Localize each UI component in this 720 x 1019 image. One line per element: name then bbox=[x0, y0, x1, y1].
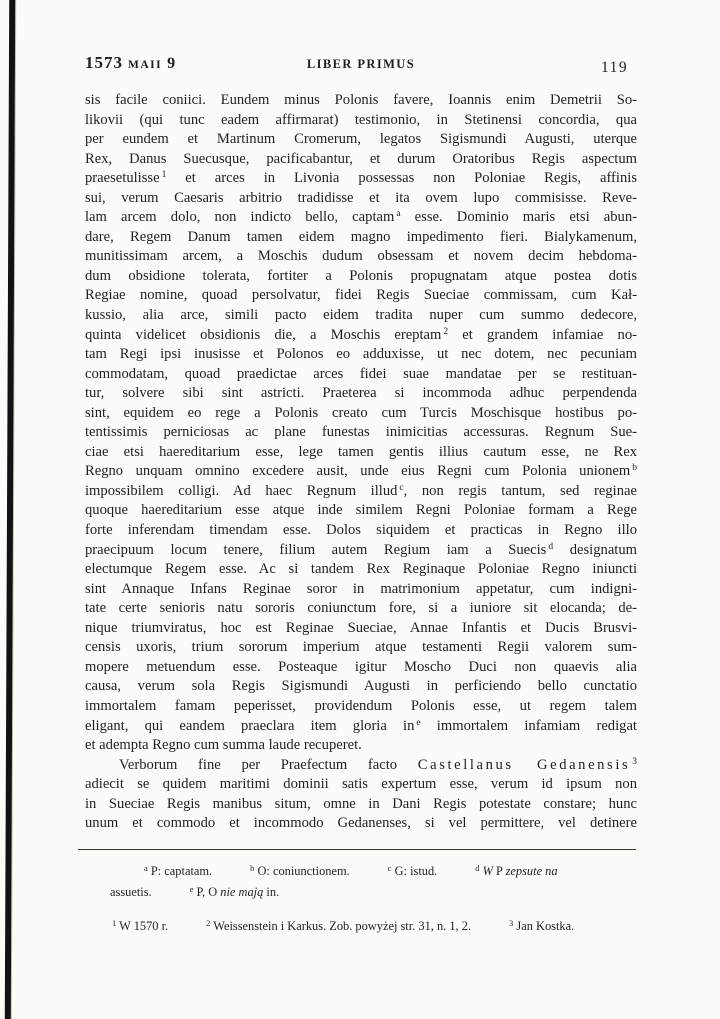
text-line bbox=[85, 736, 637, 756]
text-segment: likovii (qui tunc eadem affirmarat) testimonio, in Stetinensi concordia, qua bbox=[85, 111, 637, 128]
text-line bbox=[85, 521, 637, 541]
text-line bbox=[85, 150, 637, 170]
text-line bbox=[85, 111, 637, 131]
footnote-marker: c bbox=[399, 482, 404, 493]
text-segment: G: istud. bbox=[391, 864, 438, 878]
text-segment: mopere metuendum esse. Posteaque igitur Moscho Duci non quaevis alia bbox=[85, 658, 637, 675]
text-segment: causa, verum sola Regis Sigismundi Augusti in perficiendo bello cunctatio bbox=[85, 678, 637, 695]
text-line bbox=[85, 91, 637, 111]
text-segment: et arces in Livonia possessas non Poloniae Regis, affinis bbox=[166, 170, 637, 187]
text-line bbox=[85, 169, 637, 189]
footnotes-numeric bbox=[85, 916, 637, 936]
text-line bbox=[85, 599, 637, 619]
text-line bbox=[85, 658, 637, 678]
text-segment: tentissimis perniciosas ac plane funestas inimicitias accessuras. Regnum Sue- bbox=[85, 424, 637, 441]
text-line bbox=[85, 697, 637, 717]
text-segment: unum et commodo et incommodo Gedanenses, si vel permittere, vel detinere bbox=[85, 815, 637, 832]
footnote-separator-rule bbox=[78, 849, 636, 850]
text-line bbox=[85, 189, 637, 209]
footnote-marker: e bbox=[189, 883, 194, 894]
text-line bbox=[85, 365, 637, 385]
text-segment: nique triumviratus, hoc est Reginae Sueciae, Annae Infantis et Ducis Brusvi- bbox=[85, 619, 637, 636]
text-segment: munitissimam arcem, a Moschis dudum obsessam et novem decim hebdoma- bbox=[85, 248, 637, 265]
text-line bbox=[85, 882, 637, 903]
text-segment: P bbox=[492, 864, 506, 878]
text-line bbox=[85, 541, 637, 561]
text-line bbox=[85, 228, 637, 248]
text-segment: adiecit se quidem maritimi dominii satis expertum esse, verum id ipsum non bbox=[85, 776, 637, 793]
text-segment: Regno unquam omnino excedere ausit, unde eius Regni cum Polonia unionem bbox=[85, 463, 631, 480]
footnote-marker: d bbox=[475, 863, 480, 873]
footnote-marker: a bbox=[396, 209, 401, 220]
text-segment: dare, Regem Danum tamen eidem magno impedimento fieri. Bialykamenum, bbox=[85, 228, 637, 245]
text-segment: sis facile coniici. Eundem minus Polonis favere, Ioannis enim Demetrii So- bbox=[85, 92, 637, 108]
page-number: 119 bbox=[601, 59, 629, 76]
text-line bbox=[85, 326, 637, 346]
text-segment: Regiae nomine, quoad persolvatur, fidei Regis Sueciae commissam, cum Kał- bbox=[85, 287, 637, 304]
text-segment: W bbox=[482, 864, 493, 878]
footnote-marker: d bbox=[548, 541, 554, 552]
text-line bbox=[85, 345, 637, 365]
text-segment: per eundem et Martinum Cromerum, legatos Sigismundi Augusti, uterque bbox=[85, 131, 637, 148]
text-line bbox=[85, 130, 637, 150]
text-segment: , non regis tantum, sed reginae bbox=[403, 482, 637, 499]
text-line bbox=[85, 501, 637, 521]
text-segment: et adempta Regno cum summa laude recuperet. bbox=[85, 737, 362, 754]
text-segment: esse. Dominio maris etsi abun- bbox=[400, 209, 637, 226]
text-segment: dum obsidione tolerata, fortiter a Polonis propugnatam atque postea dotis bbox=[85, 267, 637, 284]
text-segment: et grandem infamiae no- bbox=[448, 326, 638, 343]
text-segment: censis uxoris, trium sororum imperium atque testamenti Regii valorem sum- bbox=[85, 639, 637, 656]
text-line bbox=[85, 861, 637, 882]
footnote-marker: e bbox=[416, 717, 421, 728]
text-line bbox=[85, 482, 637, 502]
text-segment: ciae etsi haereditarium esse, lege tamen gentis illius cautum esse, ne Rex bbox=[85, 443, 637, 460]
text-segment: Jan Kostka. bbox=[513, 919, 575, 933]
text-segment: Rex, Danus Suecusque, pacificabantur, et durum Oratoribus Regis aspectum bbox=[85, 150, 637, 167]
text-line bbox=[85, 267, 637, 287]
text-segment: quoque haereditarium esse atque inde similem Regni Poloniae formam a Rege bbox=[85, 502, 637, 519]
text-segment: tate certe senioris natu sororis coniunctum fore, si a iuniore sit elocanda; de- bbox=[85, 600, 637, 617]
text-segment: praecipuum locum tenere, filium autem Regium iam a Suecis bbox=[85, 541, 547, 558]
text-line bbox=[85, 756, 637, 776]
running-head-title: LIBER PRIMUS bbox=[306, 57, 416, 71]
text-line bbox=[85, 638, 637, 658]
text-segment: quinta videlicet obsidionis die, a Moschis ereptam bbox=[85, 326, 442, 343]
text-segment: commodatam, quoad praedictae arces fidei suae mandatae per se restituan- bbox=[85, 365, 637, 382]
footnotes-variant-readings bbox=[85, 861, 637, 902]
text-segment: lam arcem dolo, non indicto bello, captam bbox=[85, 209, 395, 226]
text-line bbox=[85, 443, 637, 463]
text-line bbox=[85, 775, 637, 795]
text-segment: sint, equidem eo rege a Polonis creato cum Turcis Moschisque hostibus po- bbox=[85, 404, 637, 421]
text-segment: tur, solvere sibi sint astricti. Praeterea si incommoda adhuc perpendenda bbox=[85, 385, 637, 402]
text-line bbox=[85, 423, 637, 443]
date-month: MAII bbox=[128, 59, 163, 71]
footnote-marker: 1 bbox=[112, 918, 117, 928]
footnote-marker: c bbox=[387, 863, 392, 873]
text-line bbox=[85, 560, 637, 580]
text-segment: O: coniunctionem. bbox=[254, 864, 350, 878]
text-line bbox=[85, 208, 637, 228]
footnote-marker: 3 bbox=[509, 918, 514, 928]
text-segment: sui, verum Caesaris arbitrio tradidisse et ita ovem lupo commisisse. Reve- bbox=[85, 189, 637, 206]
text-segment: Verborum fine per Praefectum facto bbox=[119, 756, 418, 773]
text-line bbox=[85, 916, 637, 936]
footnote-marker: 1 bbox=[161, 170, 167, 181]
text-line bbox=[85, 580, 637, 600]
text-line bbox=[85, 404, 637, 424]
text-segment: assuetis. bbox=[110, 884, 152, 899]
footnote-marker: 3 bbox=[632, 756, 638, 767]
text-line bbox=[85, 384, 637, 404]
body-text bbox=[85, 91, 637, 834]
text-segment: P: captatam. bbox=[147, 864, 213, 878]
footnote-marker: a bbox=[144, 863, 148, 873]
text-line bbox=[85, 247, 637, 267]
date-day: 9 bbox=[167, 55, 176, 72]
text-segment: designatum bbox=[553, 541, 637, 558]
text-segment: praesetulisse bbox=[85, 170, 160, 187]
text-segment: immortalem famam peperisset, providendum Polonis esse, ut regem talem bbox=[85, 697, 637, 714]
text-segment: sint Annaque Infans Reginae soror in matrimonium appetatur, cum indigni- bbox=[85, 580, 637, 597]
text-segment: immortalem infamiam redigat bbox=[420, 717, 637, 734]
text-segment: tam Regi ipsi inusisse et Polonos eo adduxisse, ut nec dotem, nec pecuniam bbox=[85, 346, 637, 363]
text-line bbox=[85, 814, 637, 834]
text-segment: forte inferendam timendam esse. Dolos siquidem et practicas in Regno illo bbox=[85, 522, 637, 539]
text-segment: electumque Regem esse. Ac si tandem Rex Reginaque Poloniae Regno iniuncti bbox=[85, 561, 637, 578]
text-segment: eligant, qui eandem praeclara item gloria in bbox=[85, 717, 415, 734]
date-year: 1573 bbox=[85, 53, 123, 72]
text-segment: in Sueciae Regis manibus situm, omne in Dani Regis potestate constare; hunc bbox=[85, 795, 637, 812]
text-line bbox=[85, 462, 637, 482]
footnote-marker: 2 bbox=[443, 326, 449, 337]
text-segment: impossibilem colligi. Ad haec Regnum illud bbox=[85, 482, 398, 499]
text-segment: Weissenstein i Karkus. Zob. powyżej str. 31, n. 1, 2. bbox=[210, 919, 472, 933]
text-line bbox=[85, 306, 637, 326]
text-segment: P, O bbox=[193, 884, 221, 899]
text-segment: Castellanus Gedanensis bbox=[417, 756, 631, 773]
text-segment: W 1570 r. bbox=[116, 919, 169, 933]
text-segment: zepsute na bbox=[505, 864, 558, 878]
text-line bbox=[85, 795, 637, 815]
text-segment: nie mają bbox=[220, 884, 264, 899]
text-segment: kussio, alia arce, simili pacto eidem tradita nuper cum summo dedecore, bbox=[85, 307, 637, 324]
footnote-marker: b bbox=[250, 863, 255, 873]
text-line bbox=[85, 717, 637, 737]
text-line bbox=[85, 286, 637, 306]
text-line bbox=[85, 619, 637, 639]
footnote-marker: b bbox=[632, 463, 637, 474]
scan-edge-shadow bbox=[5, 0, 15, 1019]
footnote-marker: 2 bbox=[206, 918, 211, 928]
text-segment: in. bbox=[263, 884, 280, 899]
text-line bbox=[85, 677, 637, 697]
